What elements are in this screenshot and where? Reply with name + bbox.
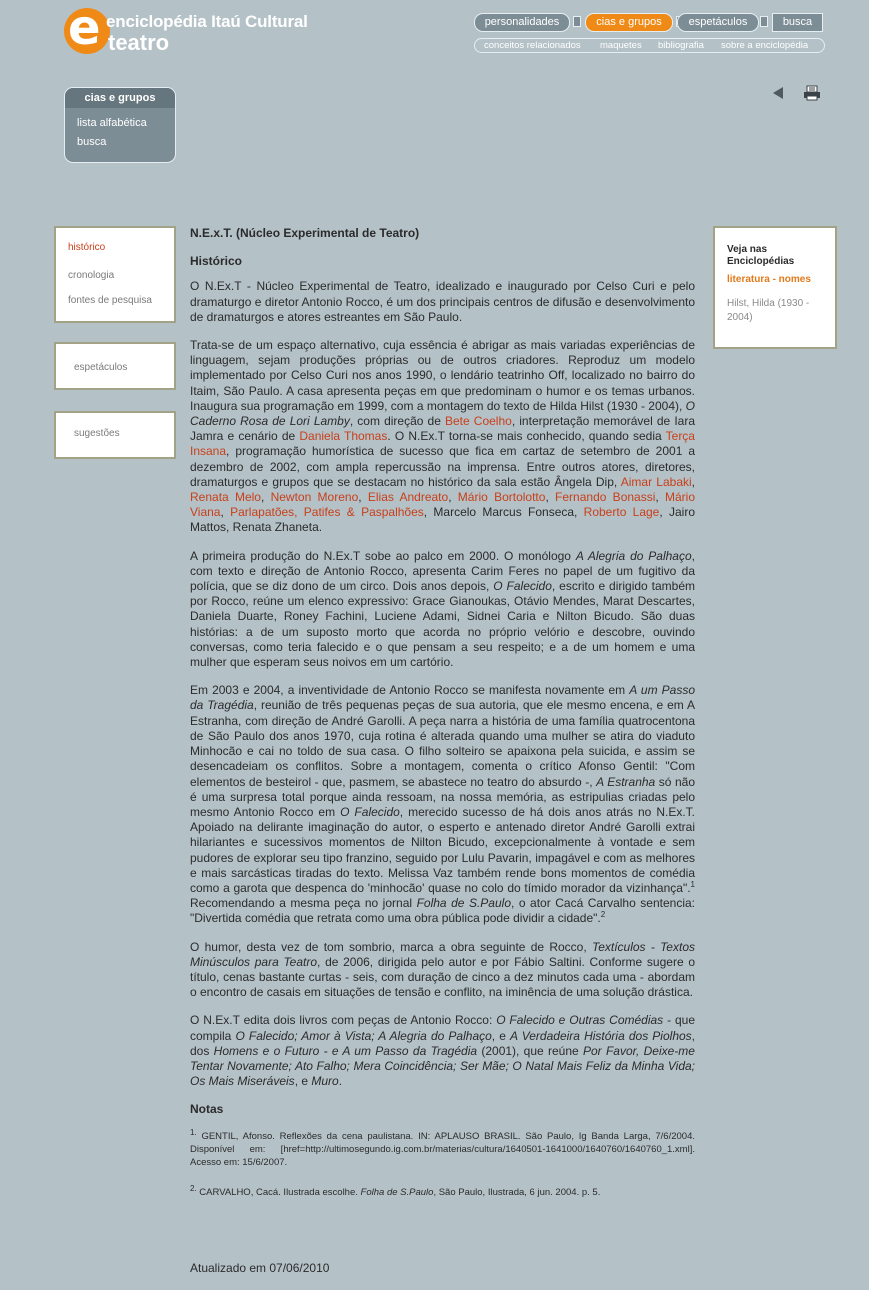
link-elias-andreato[interactable]: Elias Andreato [367, 490, 449, 505]
link-newton-moreno[interactable]: Newton Moreno [270, 490, 359, 505]
nav-separator [573, 16, 581, 27]
sub-nav [474, 38, 825, 53]
see-also-box [713, 226, 837, 349]
link-parlapatoes[interactable]: Parlapatões, Patifes & Paspalhões [230, 505, 424, 520]
paragraph-6: O N.Ex.T edita dois livros com peças de Antonio Rocco: O Falecido e Outras Comédias - que compila O Falecido; Amor à Vista; A Alegria do Palhaço, e A Verdadeira História dos Piolhos, dos Homens e o Futuro - e A um Passo da Tragédia (2001), que reúne Por Favor, Deixe-me Tentar Novamente; Ato Falho; Mera Coincidência; Ser Mãe; O Natal Mais Feliz da Minha Vida; Os Mais Miseráveis, e Muro. [190, 1013, 696, 1089]
nav-espetaculos[interactable]: espetáculos [677, 13, 759, 32]
left-menu-group2 [54, 342, 176, 390]
footnote-ref-1[interactable]: 1 [690, 879, 695, 889]
link-mario-viana[interactable]: Mário Viana [190, 490, 696, 520]
note-1: $^{1.}$ GENTIL, Afonso. Reflexões da cena paulistana. IN: APLAUSO BRASIL. São Paulo, Ig Banda Larga, 7/6/2004. Disponível em: [href=http://ultimosegundo.ig.com.br/materias/cultura/1640501-1641000/1640760/1640760_1.xml]. Acesso em: 15/6/2007. [190, 1127, 695, 1168]
section-box [64, 87, 176, 163]
nav-cias-e-grupos[interactable]: cias e grupos [585, 13, 673, 32]
paragraph-2: Trata-se de um espaço alternativo, cuja essência é abrigar as mais variadas experiências de linguagem, sejam produções próprias ou de outros criadores. Reproduz um modelo implementado por Celso Curi nos anos 1990, o lendário teatrinho Off, localizado no bairro do Itaim, São Paulo. A casa apresenta peças em que predominam o humor e os temas urbanos. Inaugura sua programação em 1999, com a montagem do texto de Hilda Hilst (1930 - 2004), O Caderno Rosa de Lori Lamby, com direção de Bete Coelho, interpretação memorável de Iara Jamra e cenário de Daniela Thomas. O N.Ex.T torna-se mais conhecido, quando sedia Terça Insana, programação humorística de sucesso que fica em cartaz de setembro de 2001 a dezembro de 2002, com ampla repercussão na imprensa. Entre outros atores, diretores, dramaturgos e grupos que se destacam no histórico da sala estão Ângela Dip, Aimar Labaki, Renata Melo, Newton Moreno, Elias Andreato, Mário Bortolotto, Fernando Bonassi, Mário Viana, Parlapatões, Patifes & Paspalhões, Marcelo Marcus Fonseca, Roberto Lage, Jairo Mattos, Renata Zhaneta. [190, 338, 696, 535]
section-box-title: cias e grupos [65, 88, 175, 108]
link-bete-coelho[interactable]: Bete Coelho [445, 414, 512, 429]
article [190, 226, 695, 1216]
left-menu-group3 [54, 411, 176, 459]
paragraph-4: Em 2003 e 2004, a inventividade de Antonio Rocco se manifesta novamente em A um Passo da Tragédia, reunião de três pequenas peças de sua autoria, que ele mesmo encena, e em A Estranha, com direção de André Garolli. A peça narra a história de uma família quatrocentona de São Paulo dos anos 1970, cuja rotina é alterada quando uma mulher se atira do viaduto Minhocão e cai no toldo de sua casa. O filho solteiro se apaixona pela suicida, e assim se desencadeiam os conflitos. Sobre a montagem, comenta o crítico Afonso Gentil: "Com elementos de besteirol - que, pasmem, se abastece no teatro do absurdo -, A Estranha só não é uma surpresa total porque ainda ressoam, na nossa memória, as estripulias criadas pelo mesmo Antonio Rocco em O Falecido, merecido sucesso de há dois anos atrás no N.Ex.T. Apoiado na delirante imaginação do autor, o esperto e antenado diretor André Garolli extrai hilariantes e sucessivos momentos de Nilton Bicudo, excepcionalmente à vontade e sem pudores de explorar seu tipo franzino, seguido por Lulu Pavarin, impagável e com as melhores e mais sarcásticas tiradas do texto. Melissa Vaz também rende bons momentos de comédia como a garota que despenca do 'minhocão' quase no colo do tímido morador da vizinhança".$^1$ Recomendando a mesma peça no jornal Folha de S.Paulo, o ator Cacá Carvalho sentencia: "Divertida comédia que retrata como uma obra pública pode dividir a cidade".$^2$ [190, 683, 696, 926]
link-renata-melo[interactable]: Renata Melo [190, 490, 261, 505]
see-also-heading: Veja nas Enciclopédias [727, 244, 795, 267]
menu-cronologia[interactable]: cronologia [68, 270, 115, 281]
menu-sugestoes[interactable]: sugestões [74, 428, 120, 439]
notes-heading: Notas [190, 1102, 224, 1117]
print-icon[interactable] [803, 85, 821, 101]
notes [190, 1127, 695, 1199]
section-heading: Histórico [190, 254, 243, 269]
link-aimar-labaki[interactable]: Aimar Labaki [620, 474, 692, 489]
back-icon[interactable] [773, 87, 783, 99]
link-daniela-thomas[interactable]: Daniela Thomas [299, 429, 388, 444]
link-lista-alfabetica[interactable]: lista alfabética [77, 117, 147, 129]
footnote-ref-2[interactable]: 2 [600, 910, 606, 920]
nav-separator [760, 16, 768, 27]
link-fernando-bonassi[interactable]: Fernando Bonassi [555, 490, 656, 505]
site-logo[interactable] [64, 0, 324, 56]
link-hilda-hilst[interactable]: Hilst, Hilda (1930 - 2004) [727, 298, 810, 323]
paragraph-5: O humor, desta vez de tom sombrio, marca a obra seguinte de Rocco, Textículos - Textos Minúsculos para Teatro, de 2006, dirigida pelo autor e por Fábio Saltini. Conforme sugere o título, cenas bastante curtas - seis, com duração de cinco a dez minutos cada uma - abordam o encontro de casais em situações de tensão e conflito, na iminência de uma solução drástica. [190, 939, 695, 1000]
logo-letter: e [68, 0, 101, 56]
menu-historico[interactable]: histórico [68, 242, 106, 253]
logo-title: enciclopédia Itaú Cultural [106, 12, 308, 31]
subnav-bibliografia[interactable]: bibliografia [658, 40, 704, 51]
link-literatura-nomes[interactable]: literatura - nomes [727, 274, 811, 285]
link-roberto-lage[interactable]: Roberto Lage [583, 505, 660, 520]
note-2: $^{2.}$ CARVALHO, Cacá. Ilustrada escolhe. Folha de S.Paulo, São Paulo, Ilustrada, 6 jun. 2004. p. 5. [190, 1183, 601, 1198]
menu-espetaculos[interactable]: espetáculos [74, 362, 128, 373]
link-busca[interactable]: busca [77, 136, 107, 148]
logo-subtitle: teatro [108, 30, 170, 55]
left-menu-group1 [54, 226, 176, 323]
page-title: N.E.x.T. (Núcleo Experimental de Teatro) [190, 226, 420, 240]
subnav-maquetes[interactable]: maquetes [600, 40, 642, 51]
nav-personalidades[interactable]: personalidades [474, 13, 570, 32]
subnav-conceitos[interactable]: conceitos relacionados [484, 40, 581, 51]
updated-date: Atualizado em 07/06/2010 [190, 1261, 330, 1275]
nav-busca[interactable]: busca [772, 13, 823, 32]
paragraph-1: O N.Ex.T - Núcleo Experimental de Teatro, idealizado e inaugurado por Celso Curi e pelo dramaturgo e diretor Antonio Rocco, é um dos principais centros de difusão e desenvolvimento de dramaturgos e atores estreantes em São Paulo. [190, 279, 695, 324]
paragraph-3: A primeira produção do N.Ex.T sobe ao palco em 2000. O monólogo A Alegria do Palhaço, com texto e direção de Antonio Rocco, apresenta Carim Feres no papel de um fugitivo da polícia, que se diz dono de um circo. Dois anos depois, O Falecido, escrito e dirigido também por Rocco, reúne um elenco expressivo: Grace Gianoukas, Otávio Mendes, Marat Descartes, Daniela Duarte, Roney Fachini, Luciene Adami, Sidnei Caria e Nilton Bicudo. São duas histórias: a de um suposto morto que acorda no próprio velório e descobre, ouvindo conversas, como teria falecido e o que pensam a seu respeito; e a de um homem e uma mulher que esperam seus noivos em um cartório. [190, 548, 695, 670]
menu-fontes-de-pesquisa[interactable]: fontes de pesquisa [68, 295, 152, 306]
link-terca-insana[interactable]: Terça Insana [190, 429, 695, 459]
subnav-sobre[interactable]: sobre a enciclopédia [721, 40, 809, 51]
link-mario-bortolotto[interactable]: Mário Bortolotto [457, 490, 546, 505]
